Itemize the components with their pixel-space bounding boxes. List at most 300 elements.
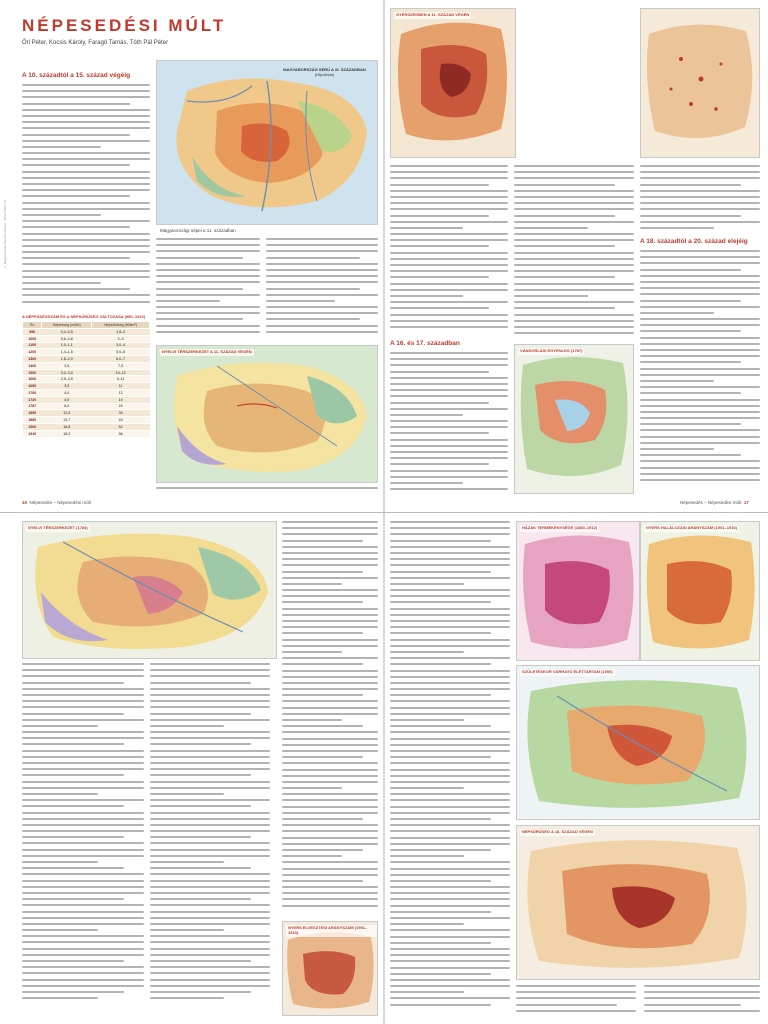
text-line: [390, 874, 510, 876]
text-line: [282, 546, 378, 548]
text-line: [390, 202, 508, 204]
text-line: [266, 331, 378, 333]
text-line: [516, 1010, 636, 1012]
text-line: [22, 84, 150, 86]
text-line: [390, 670, 510, 672]
text-line: [390, 849, 491, 851]
text-line: [22, 688, 144, 690]
text-line: [22, 103, 130, 105]
text-line: [390, 426, 508, 428]
text-line: [514, 258, 634, 260]
text-line: [514, 196, 634, 198]
text-line: [22, 682, 124, 684]
table-row: [23, 390, 150, 397]
text-line: [390, 264, 508, 266]
text-line: [156, 263, 260, 265]
text-line: [156, 244, 260, 246]
text-line: [150, 793, 224, 795]
text-line: [282, 639, 378, 641]
text-line: [22, 270, 150, 272]
table-row: [23, 396, 150, 403]
text-line: [22, 195, 130, 197]
text-line: [390, 320, 508, 322]
text-line: [644, 991, 760, 993]
table-row: [23, 403, 150, 410]
text-line: [282, 861, 378, 863]
text-line: [644, 1004, 741, 1006]
text-line: [390, 215, 489, 217]
text-line: [150, 731, 270, 733]
text-line: [390, 799, 510, 801]
text-line: [390, 571, 491, 573]
text-line: [390, 991, 464, 993]
text-line: [390, 886, 510, 888]
text-line: [390, 564, 510, 566]
text-line: [514, 252, 634, 254]
text-line: [22, 787, 144, 789]
text-line: [390, 719, 464, 721]
table-row: [23, 423, 150, 430]
text-line: [390, 942, 491, 944]
text-line: [390, 470, 508, 472]
text-line: [516, 991, 636, 993]
text-line: [150, 694, 270, 696]
text-line: [22, 294, 150, 296]
text-line: [282, 750, 378, 752]
text-line: [282, 700, 378, 702]
text-line: [282, 589, 378, 591]
text-line: [282, 781, 378, 783]
text-line: [514, 165, 634, 167]
table-cell: 12,6: [42, 410, 92, 417]
table-cell: 1,4–1,5: [42, 349, 92, 356]
text-column: [156, 487, 378, 497]
text-line: [390, 577, 510, 579]
text-column: [390, 165, 508, 335]
text-line: [640, 262, 760, 264]
text-line: [150, 830, 270, 832]
text-line: [390, 165, 508, 167]
text-line: [266, 257, 360, 259]
text-line: [390, 289, 508, 291]
text-line: [640, 221, 760, 223]
text-line: [640, 312, 714, 314]
table-cell-year: 1900: [23, 423, 42, 430]
text-line: [150, 824, 270, 826]
table-cell: 2,5–3,5: [42, 376, 92, 383]
text-line: [282, 540, 363, 542]
text-line: [22, 805, 124, 807]
text-line: [390, 657, 510, 659]
text-line: [390, 476, 508, 478]
text-line: [266, 288, 360, 290]
text-line: [282, 521, 378, 523]
text-line: [22, 226, 130, 228]
text-line: [640, 374, 760, 376]
text-line: [150, 750, 270, 752]
text-line: [390, 583, 464, 585]
text-line: [390, 793, 510, 795]
text-line: [150, 812, 270, 814]
text-column: [640, 165, 760, 235]
text-line: [150, 836, 251, 838]
text-line: [514, 320, 634, 322]
text-line: [640, 208, 760, 210]
table-cell-year: 1400: [23, 362, 42, 369]
text-line: [390, 307, 489, 309]
text-line: [150, 762, 270, 764]
map-language-structure-1784: [22, 521, 277, 659]
text-line: [22, 737, 144, 739]
text-line: [150, 972, 270, 974]
text-line: [282, 868, 378, 870]
text-line: [156, 306, 260, 308]
text-line: [390, 258, 508, 260]
text-line: [390, 929, 510, 931]
table-cell-year: 1200: [23, 349, 42, 356]
text-line: [390, 936, 510, 938]
text-line: [150, 799, 270, 801]
text-line: [640, 287, 760, 289]
text-line: [150, 886, 270, 888]
table-cell: 5,0–6: [92, 349, 150, 356]
text-line: [390, 954, 510, 956]
text-line: [22, 675, 144, 677]
map-settlements-15th: [640, 8, 760, 158]
text-line: [150, 663, 270, 665]
text-line: [282, 775, 378, 777]
population-table: [22, 314, 150, 438]
text-line: [390, 700, 510, 702]
table-cell: 24: [92, 403, 150, 410]
text-line: [150, 861, 224, 863]
text-line: [514, 270, 634, 272]
text-line: [150, 756, 270, 758]
text-line: [390, 818, 491, 820]
text-line: [640, 380, 714, 382]
text-line: [514, 307, 615, 309]
text-line: [390, 283, 508, 285]
text-line: [150, 818, 270, 820]
table-row: [23, 356, 150, 363]
text-line: [22, 941, 144, 943]
text-line: [640, 460, 760, 462]
text-line: [514, 314, 634, 316]
text-line: [282, 688, 378, 690]
text-line: [390, 208, 508, 210]
text-line: [22, 756, 144, 758]
text-line: [390, 239, 508, 241]
text-line: [150, 985, 270, 987]
text-line: [514, 184, 615, 186]
table-cell: 4,5: [42, 396, 92, 403]
text-line: [514, 221, 634, 223]
text-line: [150, 904, 270, 906]
text-line: [150, 917, 270, 919]
text-line: [150, 719, 270, 721]
text-line: [390, 432, 489, 434]
text-line: [390, 233, 508, 235]
map-label: NYERS HALÁLOZÁSI ARÁNYSZÁM (1901–1910): [646, 525, 737, 530]
text-line: [156, 294, 260, 296]
map-caption: Magyarországi népei a 11. században: [160, 228, 236, 233]
table-cell-year: 950: [23, 329, 42, 336]
text-line: [390, 389, 508, 391]
text-line: [390, 905, 510, 907]
section-heading-2: A 16. és 17. században: [390, 340, 460, 347]
text-line: [22, 911, 144, 913]
text-line: [514, 264, 634, 266]
text-line: [640, 448, 714, 450]
text-line: [516, 985, 636, 987]
text-line: [390, 911, 491, 913]
text-line: [22, 700, 144, 702]
text-line: [22, 799, 144, 801]
text-line: [390, 775, 510, 777]
text-line: [22, 152, 150, 154]
text-line: [22, 239, 150, 241]
text-line: [22, 164, 130, 166]
text-line: [390, 408, 508, 410]
text-line: [390, 184, 489, 186]
table-cell: 8,0: [42, 403, 92, 410]
text-line: [150, 979, 270, 981]
text-line: [266, 294, 378, 296]
text-line: [640, 275, 760, 277]
text-column: [22, 84, 150, 309]
text-line: [390, 781, 510, 783]
text-line: [150, 781, 270, 783]
text-line: [514, 171, 634, 173]
text-column: [514, 165, 634, 340]
text-line: [282, 905, 378, 907]
text-line: [282, 670, 378, 672]
text-line: [640, 306, 760, 308]
text-line: [390, 177, 508, 179]
text-line: [640, 386, 760, 388]
text-line: [150, 787, 270, 789]
text-line: [282, 533, 378, 535]
text-line: [22, 997, 98, 999]
text-line: [282, 787, 342, 789]
table-row: [23, 383, 150, 390]
text-line: [640, 349, 760, 351]
text-line: [22, 245, 150, 247]
text-line: [514, 239, 634, 241]
text-line: [282, 843, 378, 845]
text-line: [150, 867, 251, 869]
text-line: [390, 663, 491, 665]
text-line: [282, 744, 378, 746]
text-line: [640, 429, 760, 431]
text-line: [22, 719, 144, 721]
text-line: [390, 738, 510, 740]
text-line: [22, 146, 101, 148]
table-cell: 2–3: [92, 335, 150, 342]
text-line: [22, 781, 144, 783]
table-cell-year: 1910: [23, 430, 42, 437]
text-line: [516, 1004, 617, 1006]
text-line: [640, 269, 741, 271]
text-line: [22, 282, 101, 284]
text-line: [390, 769, 510, 771]
text-line: [514, 190, 634, 192]
text-line: [514, 276, 615, 278]
text-line: [150, 923, 270, 925]
text-line: [266, 269, 378, 271]
page-gutter: [383, 0, 385, 512]
text-line: [22, 812, 144, 814]
text-line: [390, 892, 510, 894]
text-line: [390, 589, 510, 591]
map-crude-death-rate: [640, 521, 760, 661]
text-line: [640, 281, 760, 283]
table-cell: 1,8–2,0: [42, 356, 92, 363]
text-line: [390, 521, 510, 523]
table-cell-year: 1500: [23, 369, 42, 376]
text-column: [266, 238, 378, 338]
text-line: [282, 898, 378, 900]
text-line: [22, 663, 144, 665]
text-line: [390, 960, 510, 962]
map-population-density-11th: [390, 8, 516, 158]
text-line: [390, 830, 510, 832]
text-line: [150, 682, 251, 684]
text-line: [640, 343, 760, 345]
text-line: [390, 868, 510, 870]
text-line: [390, 352, 508, 354]
text-line: [156, 331, 260, 333]
text-line: [640, 411, 760, 413]
text-column: [390, 352, 508, 497]
running-footer: Népesedés – Népesedési múlt: [680, 500, 742, 505]
map-language-structure-11th: [156, 345, 378, 483]
text-line: [390, 787, 464, 789]
map-house-fertility: [516, 521, 640, 661]
text-line: [390, 252, 508, 254]
text-line: [282, 880, 363, 882]
text-line: [640, 318, 760, 320]
table-cell: 1,0–1,1: [42, 342, 92, 349]
text-line: [22, 251, 150, 253]
text-line: [390, 806, 510, 808]
text-line: [22, 867, 124, 869]
text-line: [390, 812, 510, 814]
text-line: [640, 417, 760, 419]
text-line: [150, 941, 270, 943]
text-line: [640, 392, 741, 394]
text-line: [282, 793, 378, 795]
text-line: [150, 842, 270, 844]
table-cell: 11: [92, 383, 150, 390]
text-line: [22, 935, 144, 937]
text-line: [150, 911, 270, 913]
text-line: [22, 873, 144, 875]
text-line: [156, 250, 260, 252]
text-line: [644, 1010, 760, 1012]
text-line: [514, 289, 634, 291]
text-line: [390, 482, 463, 484]
text-line: [390, 420, 508, 422]
text-line: [22, 768, 144, 770]
text-line: [22, 140, 150, 142]
text-line: [22, 263, 150, 265]
text-line: [150, 669, 270, 671]
text-line: [390, 923, 464, 925]
text-line: [390, 414, 463, 416]
text-line: [150, 991, 251, 993]
text-line: [640, 196, 760, 198]
text-line: [390, 601, 491, 603]
text-line: [150, 713, 251, 715]
text-line: [390, 445, 508, 447]
text-line: [150, 725, 224, 727]
text-line: [22, 849, 144, 851]
text-line: [22, 189, 150, 191]
table-cell: 39: [92, 410, 150, 417]
text-line: [390, 880, 491, 882]
text-line: [390, 439, 508, 441]
text-line: [22, 818, 144, 820]
text-line: [390, 295, 463, 297]
text-line: [22, 713, 124, 715]
page-number: 16: [22, 500, 28, 505]
table-cell-year: 1000: [23, 335, 42, 342]
text-line: [514, 227, 588, 229]
text-line: [266, 275, 378, 277]
text-column: [640, 250, 760, 490]
text-line: [390, 676, 510, 678]
text-line: [282, 837, 378, 839]
text-line: [390, 707, 510, 709]
table-row: [23, 430, 150, 437]
text-line: [266, 281, 378, 283]
text-line: [282, 651, 342, 653]
text-line: [282, 713, 378, 715]
bottom-spread: [0, 512, 768, 1024]
text-line: [390, 979, 510, 981]
text-line: [266, 238, 378, 240]
text-line: [282, 676, 378, 678]
text-line: [514, 233, 634, 235]
text-line: [390, 843, 510, 845]
text-line: [282, 564, 378, 566]
text-line: [22, 929, 98, 931]
text-line: [22, 257, 130, 259]
text-line: [22, 214, 101, 216]
table-cell-year: 1787: [23, 403, 42, 410]
text-line: [22, 669, 144, 671]
table-cell-year: 1650: [23, 383, 42, 390]
table-header: Népesség (millió): [42, 322, 92, 329]
text-line: [390, 744, 510, 746]
text-line: [282, 892, 378, 894]
text-line: [514, 245, 615, 247]
table-cell: 1,5–2: [92, 329, 150, 336]
page-gutter: [383, 513, 385, 1024]
table-cell: 43: [92, 417, 150, 424]
text-line: [390, 358, 508, 360]
text-line: [156, 318, 243, 320]
table-cell-year: 1850: [23, 410, 42, 417]
text-line: [282, 806, 378, 808]
text-line: [390, 997, 510, 999]
text-line: [390, 364, 508, 366]
text-line: [22, 861, 98, 863]
text-line: [22, 892, 144, 894]
text-line: [390, 457, 508, 459]
text-line: [150, 997, 224, 999]
